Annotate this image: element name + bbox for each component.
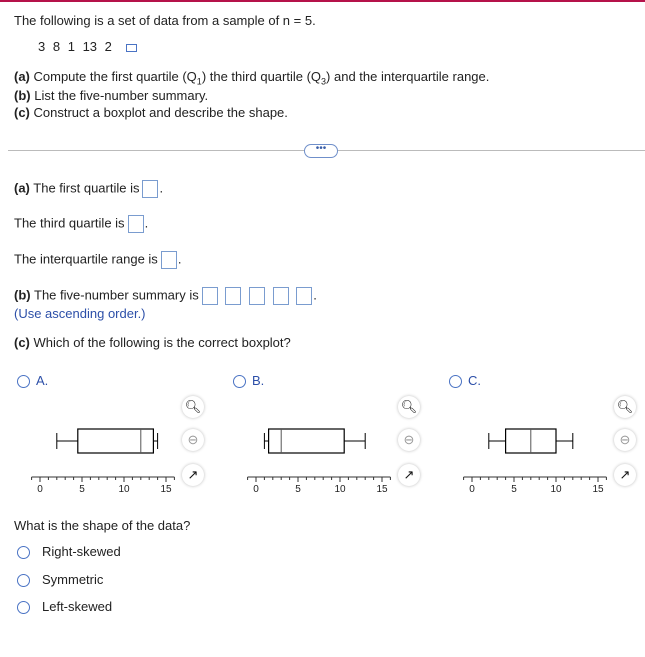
five-number-hint: (Use ascending order.) xyxy=(14,306,146,321)
x-tick-label: 0 xyxy=(37,484,43,495)
shape-choice-right-skewed[interactable] xyxy=(17,544,121,559)
zoom-in-icon[interactable]: 🔍︎ xyxy=(182,396,204,418)
copy-data-icon[interactable] xyxy=(126,44,137,52)
x-tick-label: 0 xyxy=(469,484,475,495)
shape-choice-symmetric[interactable] xyxy=(17,572,103,587)
question-a: (a) Compute the first quartile $(Q_1)$ the third quartile $(Q_3)$ and the interquartile range. xyxy=(14,69,490,87)
x-tick-label: 10 xyxy=(118,484,130,495)
value: 2 xyxy=(104,39,112,54)
radio-button[interactable] xyxy=(17,574,30,587)
radio-button[interactable] xyxy=(449,375,462,388)
option-label: A. xyxy=(36,373,49,388)
iqr-input[interactable] xyxy=(161,251,177,269)
intro-text: The following is a set of data from a sample of n = 5. xyxy=(14,13,316,28)
value: 8 xyxy=(52,39,61,54)
radio-button[interactable] xyxy=(233,375,246,388)
x-tick-label: 5 xyxy=(295,484,301,495)
boxplot-chart xyxy=(246,420,396,500)
boxplot-chart xyxy=(30,420,180,500)
iqr-answer-row: The interquartile range is . xyxy=(14,251,181,269)
value: 1 xyxy=(67,39,75,54)
x-tick-label: 5 xyxy=(79,484,85,495)
x-tick-label: 0 xyxy=(253,484,259,495)
box xyxy=(269,429,345,453)
top-accent-bar xyxy=(0,0,645,2)
five-number-row: (b) The five-number summary is . xyxy=(14,287,317,305)
x-tick-label: 15 xyxy=(376,484,388,495)
radio-button[interactable] xyxy=(17,601,30,614)
choice-label: Left-skewed xyxy=(42,599,113,614)
boxplot-chart xyxy=(462,420,612,500)
x-tick-label: 10 xyxy=(334,484,346,495)
popout-icon[interactable]: ↗ xyxy=(614,464,636,486)
five-num-input-1[interactable] xyxy=(202,287,218,305)
value: 13 xyxy=(82,39,98,54)
option-radio[interactable] xyxy=(233,373,264,388)
option-radio[interactable] xyxy=(449,373,481,388)
q1-input[interactable] xyxy=(142,180,158,198)
choice-label: Symmetric xyxy=(42,572,104,587)
q1-answer-row: (a) The first quartile is . xyxy=(14,180,163,198)
shape-choice-left-skewed[interactable] xyxy=(17,599,112,614)
zoom-out-icon[interactable]: ⊖ xyxy=(398,429,420,451)
popout-icon[interactable]: ↗ xyxy=(182,464,204,486)
q3-input[interactable] xyxy=(128,215,144,233)
q3-answer-row: The third quartile is . xyxy=(14,215,148,233)
choice-label: Right-skewed xyxy=(42,544,121,559)
box xyxy=(78,429,154,453)
zoom-in-icon[interactable]: 🔍︎ xyxy=(398,396,420,418)
x-tick-label: 5 xyxy=(511,484,517,495)
x-tick-label: 15 xyxy=(160,484,172,495)
value: 3 xyxy=(38,39,46,54)
x-tick-label: 10 xyxy=(550,484,562,495)
popout-icon[interactable]: ↗ xyxy=(398,464,420,486)
zoom-out-icon[interactable]: ⊖ xyxy=(614,429,636,451)
option-radio[interactable] xyxy=(17,373,48,388)
data-values xyxy=(38,39,137,54)
five-num-input-4[interactable] xyxy=(273,287,289,305)
expand-more-button[interactable]: ••• xyxy=(304,144,338,158)
five-num-input-2[interactable] xyxy=(225,287,241,305)
option-label: C. xyxy=(468,373,481,388)
part-c-question: (c) Which of the following is the correct boxplot? xyxy=(14,335,291,350)
zoom-in-icon[interactable]: 🔍︎ xyxy=(614,396,636,418)
option-label: B. xyxy=(252,373,265,388)
x-tick-label: 15 xyxy=(592,484,604,495)
question-b: (b) List the five-number summary. xyxy=(14,88,209,103)
radio-button[interactable] xyxy=(17,375,30,388)
five-num-input-3[interactable] xyxy=(249,287,265,305)
radio-button[interactable] xyxy=(17,546,30,559)
question-c: (c) Construct a boxplot and describe the shape. xyxy=(14,105,288,120)
shape-question: What is the shape of the data? xyxy=(14,518,191,533)
five-num-input-5[interactable] xyxy=(296,287,312,305)
zoom-out-icon[interactable]: ⊖ xyxy=(182,429,204,451)
